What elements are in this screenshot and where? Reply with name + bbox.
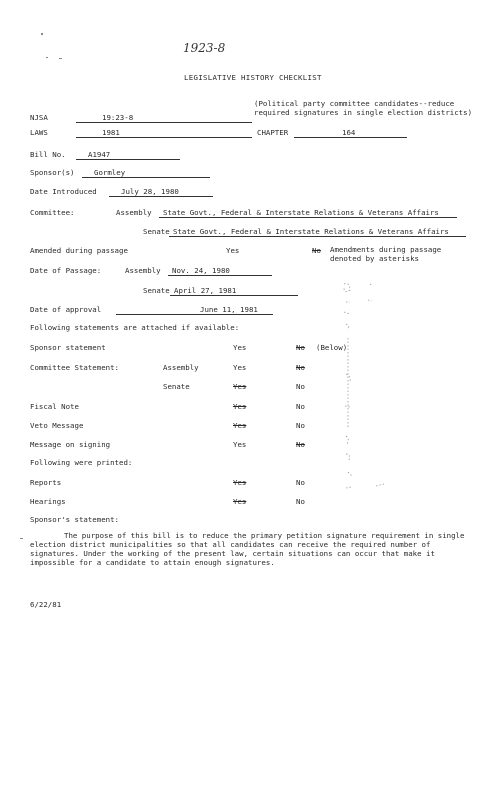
amended-note: Amendments during passage denoted by asterisks	[330, 245, 442, 263]
bill-label: Bill No.	[30, 150, 66, 159]
passage-senate-value: April 27, 1981	[170, 286, 298, 296]
stamp-residue	[336, 278, 396, 498]
laws-value: 1981	[76, 128, 252, 138]
fiscal-note-no: No	[296, 402, 305, 411]
reports-label: Reports	[30, 478, 62, 487]
page-title: LEGISLATIVE HISTORY CHECKLIST	[184, 73, 322, 82]
scan-speck	[20, 538, 23, 539]
committee-statement-yes: Yes	[233, 363, 247, 372]
approval-value: June 11, 1981	[116, 305, 273, 315]
passage-label: Date of Passage:	[30, 266, 102, 275]
attached-heading: Following statements are attached if available:	[30, 323, 240, 332]
reports-no: No	[296, 478, 305, 487]
amended-no: No	[312, 246, 321, 255]
njsa-label: NJSA	[30, 113, 48, 122]
committee-assembly-label: Assembly	[116, 208, 152, 217]
statement-text: The purpose of this bill is to reduce the primary petition signature requirement in single election district municipalities so that all candidates can receive the required number of signatures. Under the working of the present law, certain situations can occur that make it impossible for a candidate to attain enough signatures.	[30, 531, 465, 567]
passage-assembly-label: Assembly	[125, 266, 161, 275]
scan-speck	[46, 57, 48, 58]
reports-yes: Yes	[233, 478, 247, 487]
message-signing-yes: Yes	[233, 440, 247, 449]
amended-label: Amended during passage	[30, 246, 128, 255]
approval-label: Date of approval	[30, 305, 102, 314]
hearings-yes: Yes	[233, 497, 247, 506]
sponsor-statement-label: Sponsor statement	[30, 343, 106, 352]
statement-heading: Sponsor's statement:	[30, 515, 119, 524]
handwritten-title: 1923-8	[183, 41, 226, 55]
njsa-value: 19:23-8	[76, 113, 252, 123]
scan-speck	[59, 58, 62, 59]
laws-label: LAWS	[30, 128, 48, 137]
committee-assembly-value: State Govt., Federal & Interstate Relations & Veterans Affairs	[159, 208, 457, 218]
fiscal-note-yes: Yes	[233, 402, 247, 411]
committee-senate-value: State Govt., Federal & Interstate Relations & Veterans Affairs	[169, 227, 466, 237]
bill-description: (Political party committee candidates--reduce required signatures in single election districts)	[254, 99, 473, 117]
amended-yes: Yes	[226, 246, 240, 255]
introduced-label: Date Introduced	[30, 187, 97, 196]
committee-label: Committee:	[30, 208, 75, 217]
message-signing-no: No	[296, 440, 305, 449]
passage-assembly-value: Nov. 24, 1980	[168, 266, 272, 276]
fiscal-note-label: Fiscal Note	[30, 402, 79, 411]
committee-senate-yes: Yes	[233, 382, 247, 391]
passage-senate-label: Senate	[143, 286, 170, 295]
sponsor-statement-yes: Yes	[233, 343, 247, 352]
sponsor-statement-note: (Below)	[316, 343, 348, 352]
committee-statement-label: Committee Statement:	[30, 363, 119, 372]
printed-heading: Following were printed:	[30, 458, 133, 467]
footer-date: 6/22/81	[30, 600, 62, 609]
committee-senate-row-label: Senate	[163, 382, 190, 391]
scan-speck	[41, 33, 43, 35]
veto-message-no: No	[296, 421, 305, 430]
message-signing-label: Message on signing	[30, 440, 111, 449]
sponsor-value: Gormley	[82, 168, 210, 178]
committee-senate-label: Senate	[143, 227, 170, 236]
chapter-label: CHAPTER	[257, 128, 289, 137]
veto-message-yes: Yes	[233, 421, 247, 430]
hearings-label: Hearings	[30, 497, 66, 506]
introduced-value: July 28, 1980	[109, 187, 213, 197]
veto-message-label: Veto Message	[30, 421, 84, 430]
sponsor-label: Sponsor(s)	[30, 168, 75, 177]
chapter-value: 164	[294, 128, 407, 138]
bill-value: A1947	[76, 150, 180, 160]
hearings-no: No	[296, 497, 305, 506]
committee-statement-assembly: Assembly	[163, 363, 199, 372]
committee-statement-no: No	[296, 363, 305, 372]
committee-senate-no: No	[296, 382, 305, 391]
sponsor-statement-no: No	[296, 343, 305, 352]
